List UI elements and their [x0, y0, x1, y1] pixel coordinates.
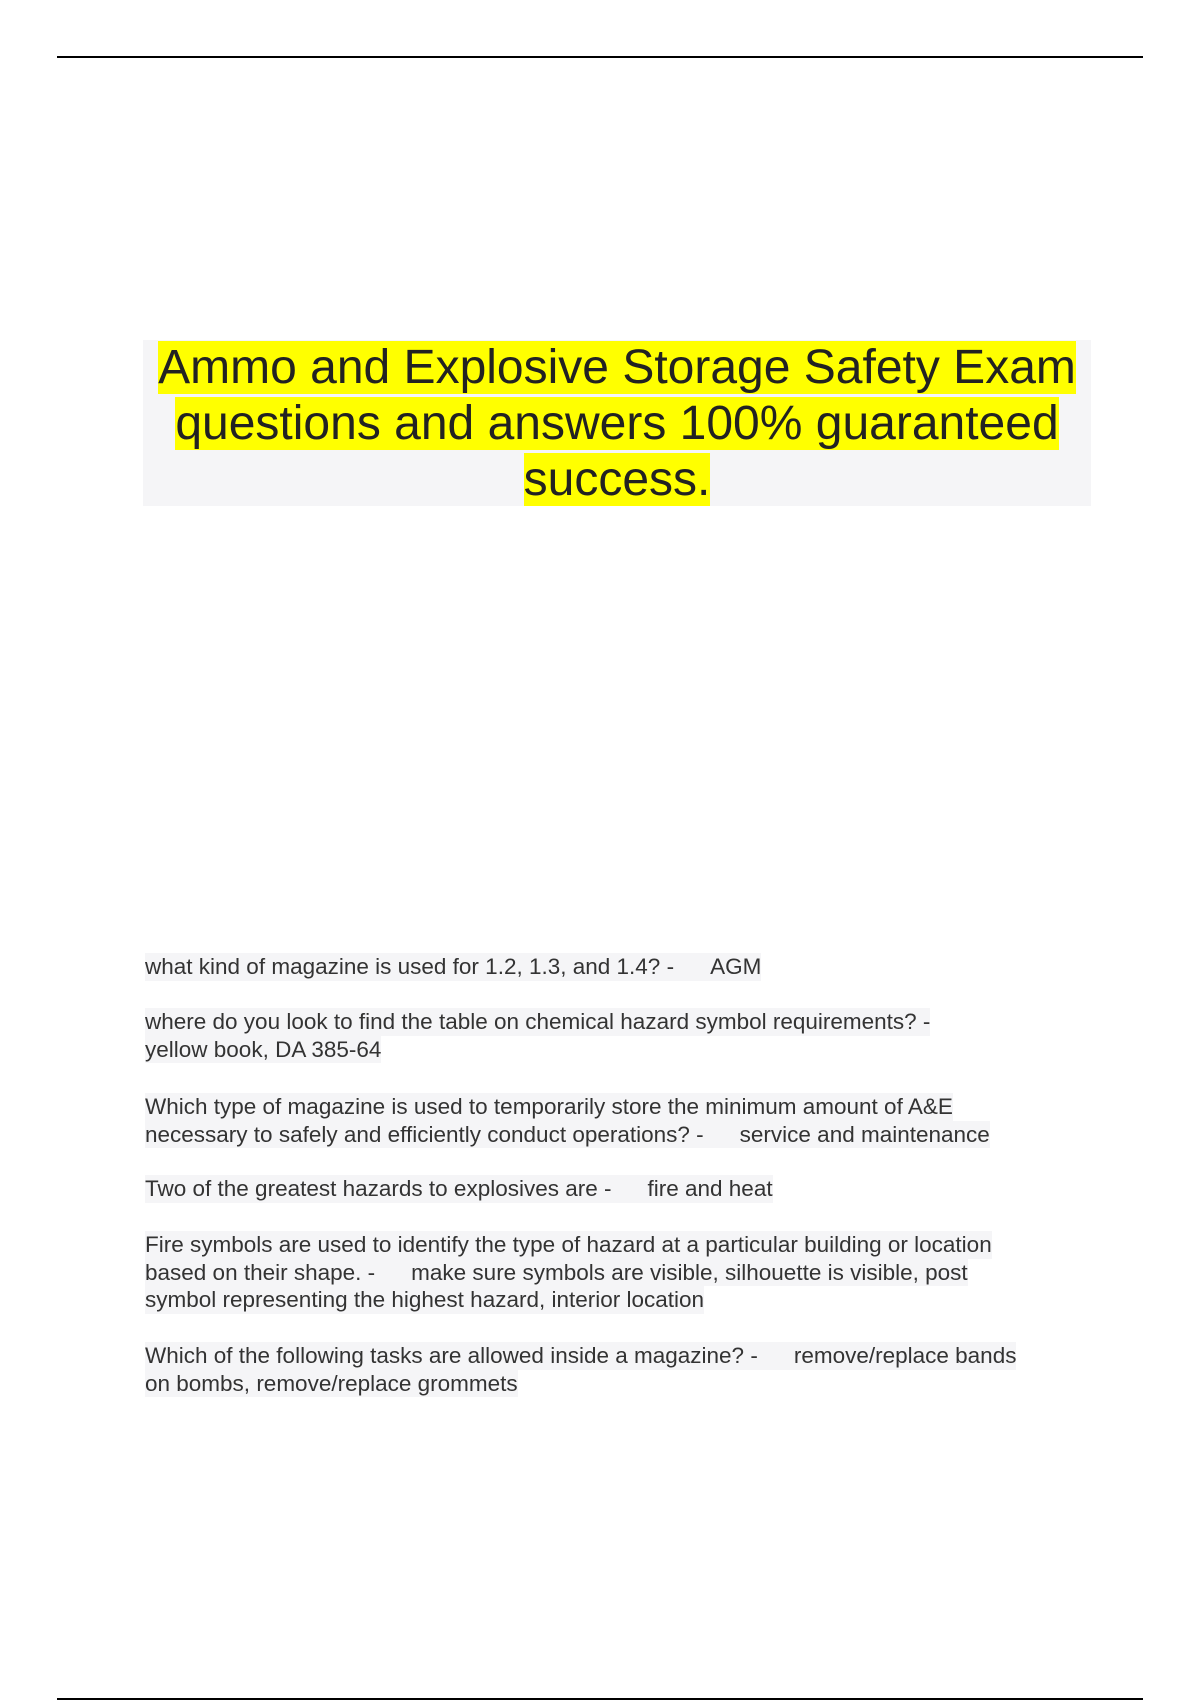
document-title-block — [143, 340, 1091, 506]
qa-item-6-line-1 — [145, 1342, 1016, 1370]
answer-text-line-1: remove/replace bands — [793, 1343, 1017, 1368]
title-line-1: Ammo and Explosive Storage Safety Exam — [158, 341, 1076, 394]
answer-text: AGM — [710, 954, 762, 979]
question-text: Which of the following tasks are allowed inside a magazine? - — [145, 1343, 758, 1368]
question-text-line-2: based on their shape. - — [145, 1259, 376, 1285]
top-rule — [57, 56, 1143, 58]
qa-item-3 — [145, 1093, 1095, 1148]
qa-item-4 — [145, 1175, 1095, 1203]
question-text: Two of the greatest hazards to explosives are - — [145, 1176, 612, 1201]
question-text-line-1: Which type of magazine is used to temporarily store the minimum amount of A&E — [145, 1094, 953, 1119]
answer-text-line-1: make sure symbols are visible, silhouette is visible, post — [411, 1259, 968, 1285]
qa-item-5-line-2 — [145, 1259, 968, 1287]
question-text-line-2: necessary to safely and efficiently conduct operations? - — [145, 1121, 704, 1147]
answer-text: service and maintenance — [739, 1121, 990, 1147]
answer-text-line-2: symbol representing the highest hazard, interior location — [145, 1287, 705, 1312]
title-line-2: questions and answers 100% guaranteed — [175, 397, 1059, 450]
qa-item-1-line-1 — [145, 953, 761, 981]
qa-item-5 — [145, 1231, 1095, 1314]
qa-item-2 — [145, 1008, 1095, 1063]
answer-text: fire and heat — [647, 1176, 773, 1201]
qa-item-1 — [145, 953, 1095, 981]
answer-text-line-2: on bombs, remove/replace grommets — [145, 1370, 518, 1396]
document-title — [143, 340, 1091, 508]
title-line-3: success. — [523, 453, 711, 506]
qa-item-4-line-1 — [145, 1175, 773, 1203]
question-text: what kind of magazine is used for 1.2, 1.3, and 1.4? - — [145, 954, 675, 979]
question-text-line-1: Fire symbols are used to identify the type of hazard at a particular building or location — [145, 1232, 992, 1257]
qa-item-3-line-2 — [145, 1121, 990, 1149]
answer-text: yellow book, DA 385-64 — [145, 1036, 382, 1062]
question-text: where do you look to find the table on chemical hazard symbol requirements? - — [145, 1009, 931, 1034]
qa-item-6 — [145, 1342, 1095, 1397]
